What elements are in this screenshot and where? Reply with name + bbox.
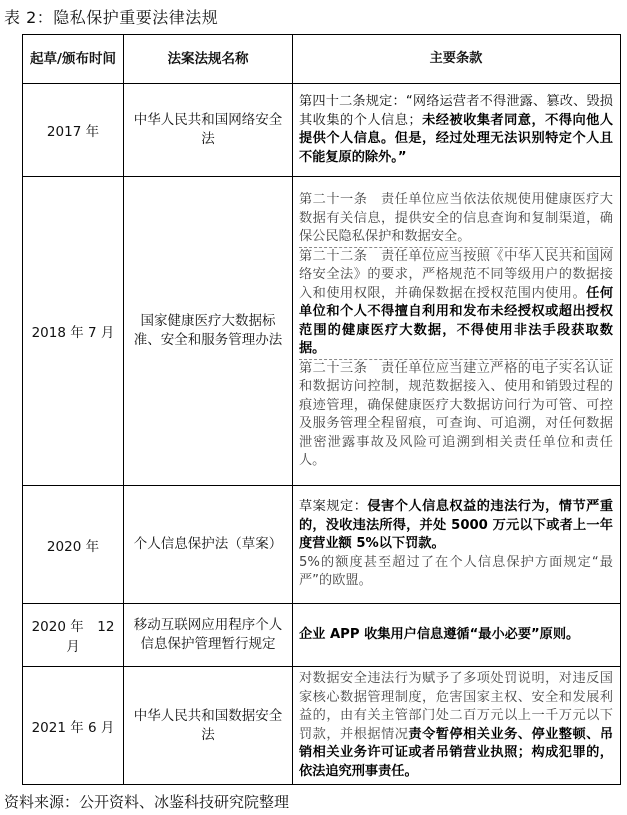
header-date: 起草/颁布时间 (23, 35, 124, 84)
clause-text: 对数据安全违法行为赋予了多项处罚说明，对违反国家核心数据管理制度，危害国家主权、安全和发展利益的，由有关主管部门处二百万元以上一千万元以下罚款，并根据情况 (299, 671, 613, 742)
row-date: 2020 年 (23, 486, 124, 604)
row-law-name: 中华人民共和国网络安全法 (124, 84, 293, 177)
row-clauses (293, 177, 621, 486)
clause-text: 第四十二条规定：“网络运营者不得泄露、篡改、毁损其收集的个人信息； (299, 94, 613, 128)
table-title: 表 2：隐私保护重要法律法规 (4, 8, 219, 27)
clause-bold-text: 责令暂停相关业务、停业整顿、吊销相关业务许可证或者吊销营业执照；构成犯罪的，依法追究刑事责任。 (299, 726, 614, 779)
clause-text: 第二十二条 责任单位应当按照《中华人民共和国网络安全法》的要求，严格规范不同等级用户的数据接入和使用权限，并确保数据在授权范围内使用。 (299, 248, 613, 301)
clause-article-22 (299, 248, 613, 359)
row-date: 2021 年 6 月 (23, 667, 124, 785)
table-row (23, 604, 621, 667)
table-row (23, 84, 621, 177)
clause-article-23: 第二十三条 责任单位应当建立严格的电子实名认证和数据访问控制，规范数据接入、使用和销毁过程的痕迹管理，确保健康医疗大数据访问行为可管、可控及服务管理全程留痕，可查询、可追溯，对任何数据泄密泄露事故及风险可追溯到相关责任单位和责任人。 (299, 360, 613, 469)
row-law-name: 个人信息保护法（草案） (124, 486, 293, 604)
table-row (23, 667, 621, 785)
clause-article-21: 第二十一条 责任单位应当依法依规使用健康医疗大数据有关信息，提供安全的信息查询和复制渠道，确保公民隐私保护和数据安全。 (299, 192, 613, 245)
row-date: 2018 年 7 月 (23, 177, 124, 486)
header-main-clauses: 主要条款 (293, 35, 621, 84)
clause-main (299, 498, 613, 554)
clause-bold-text: 任何单位和个人不得擅自利用和发布未经授权或超出授权范围的健康医疗大数据，不得使用非法手段获取数据。 (299, 285, 614, 357)
row-date: 2017 年 (23, 84, 124, 177)
row-law-name: 国家健康医疗大数据标准、安全和服务管理办法 (124, 177, 293, 486)
table-row (23, 486, 621, 604)
header-law-name: 法案法规名称 (124, 35, 293, 84)
source-note: 资料来源：公开资料、冰鉴科技研究院整理 (4, 793, 290, 811)
row-clauses (293, 667, 621, 785)
row-clauses (293, 486, 621, 604)
laws-table (22, 34, 621, 785)
row-date: 2020 年 12 月 (23, 604, 124, 667)
clause-bold-text: 侵害个人信息权益的违法行为，情节严重的，没收违法所得，并处 5000 万元以下或者上一年度营业额 5%以下罚款。 (299, 499, 614, 552)
table-header-row (23, 35, 621, 84)
clause-bold-text: 企业 APP 收集用户信息遵循“最小必要”原则。 (299, 626, 580, 642)
clause-bold-text: 未经被收集者同意，不得向他人提供个人信息。但是，经过处理无法识别特定个人且不能复原的除外。” (299, 112, 614, 165)
row-clauses (293, 84, 621, 177)
row-clauses (293, 604, 621, 667)
row-law-name: 移动互联网应用程序个人信息保护管理暂行规定 (124, 604, 293, 667)
table-row (23, 177, 621, 486)
clause-text: 草案规定： (299, 499, 368, 515)
row-law-name: 中华人民共和国数据安全法 (124, 667, 293, 785)
clause-note: 5%的额度甚至超过了在个人信息保护方面规定“最严”的欧盟。 (299, 554, 613, 589)
